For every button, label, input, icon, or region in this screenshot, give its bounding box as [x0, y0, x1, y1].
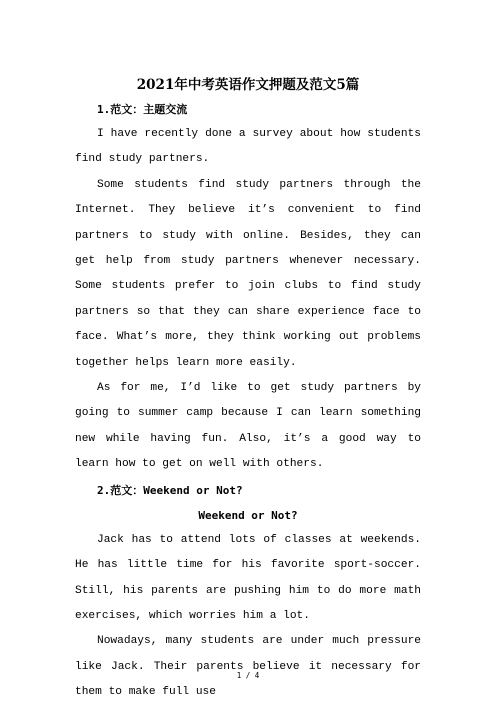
section-2-paragraph-1: Jack has to attend lots of classes at weekends. He has little time for his favorite sport-soccer. Still, his parents are pushing him to do more math exercises, which worries him a lot. — [75, 533, 421, 622]
section-2-paragraph-2: Nowadays, many students are under much pressure like Jack. Their parents believe it necessary for them to make full use — [75, 635, 421, 699]
section-1-paragraph-1: I have recently done a survey about how students find study partners. — [75, 128, 421, 166]
section-2-subheading: Weekend or Not? — [198, 508, 298, 522]
section-1-paragraph-3: As for me, I’d like to get study partners by going to summer camp because I can learn something new while having fun. Also, it’s a good way to learn how to get on well with others. — [75, 382, 421, 471]
section-1-paragraph-2: Some students find study partners through the Internet. They believe it’s convenient to find partners to study with online. Besides, they can get help from study partners whenever necessary. Some students prefer to join clubs to find study partners so that they can share experience face to face. What’s more, they think working out problems together helps learn more easily. — [75, 178, 421, 369]
document-title: 2021年中考英语作文押题及范文5篇 — [136, 77, 360, 93]
page-indicator: 1 / 4 — [236, 671, 260, 680]
section-2-heading: 2.范文：Weekend or Not? — [97, 483, 243, 497]
section-1-heading: 1.范文：主题交流 — [97, 103, 188, 116]
document-body — [75, 97, 421, 706]
